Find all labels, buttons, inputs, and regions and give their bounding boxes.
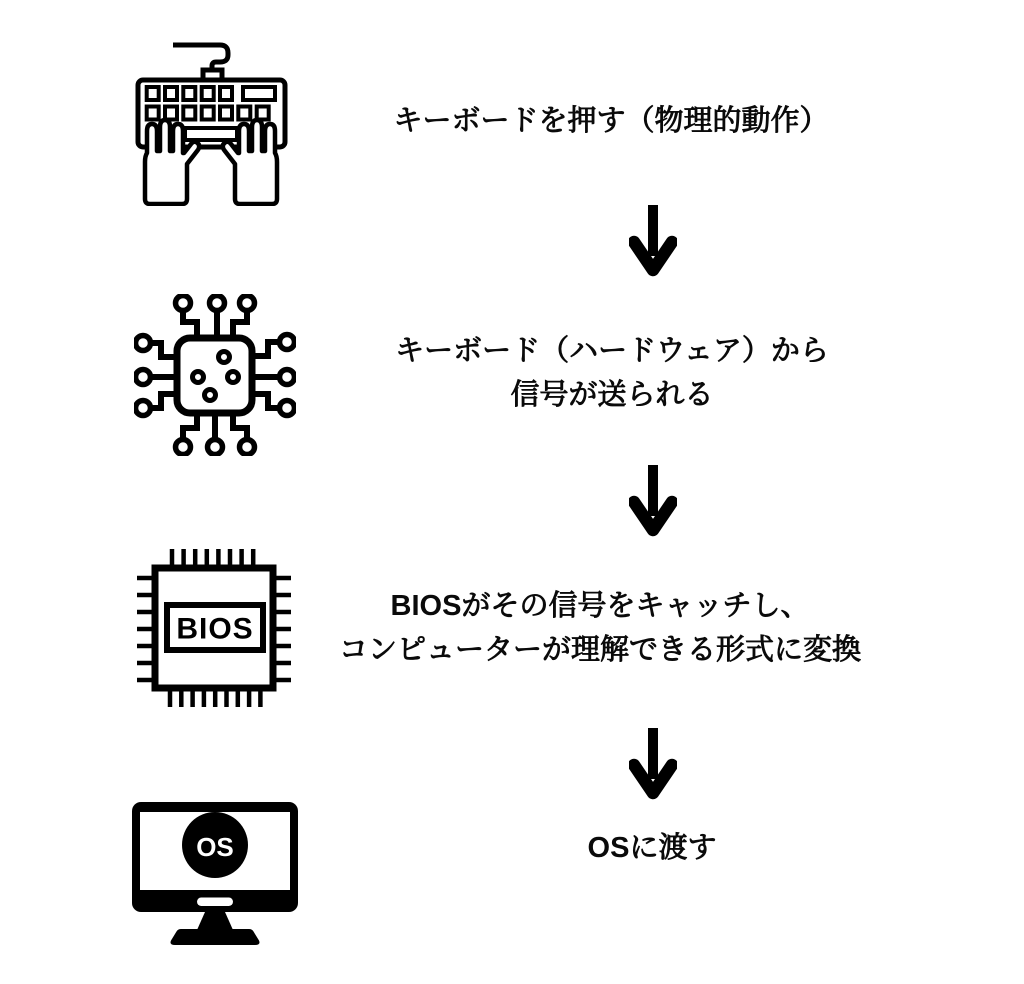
down-arrow-icon [629, 463, 677, 541]
step-2-line-1: キーボード（ハードウェア）から [395, 335, 829, 367]
down-arrow-icon [629, 726, 677, 804]
monitor-os-icon [124, 798, 300, 948]
step-3-line-1: BIOSがその信号をキャッチし、 [390, 590, 810, 622]
keyboard-hands-icon [133, 40, 293, 206]
step-1-line-1: キーボードを押す（物理的動作） [393, 105, 829, 137]
step-2-label [332, 329, 892, 417]
step-4-line-1: OSに渡す [587, 832, 717, 864]
step-2-line-2: 信号が送られる [510, 379, 714, 411]
bios-chip-icon [137, 549, 291, 707]
bios-chip-label: BIOS [176, 612, 254, 646]
step-3-label [320, 584, 880, 672]
step-4-label [372, 826, 932, 870]
step-1-label [331, 99, 891, 143]
step-3-line-2: コンピューターが理解できる形式に変換 [338, 634, 861, 666]
circuit-chip-icon [134, 294, 296, 456]
down-arrow-icon [629, 203, 677, 281]
monitor-os-label: OS [196, 832, 234, 862]
